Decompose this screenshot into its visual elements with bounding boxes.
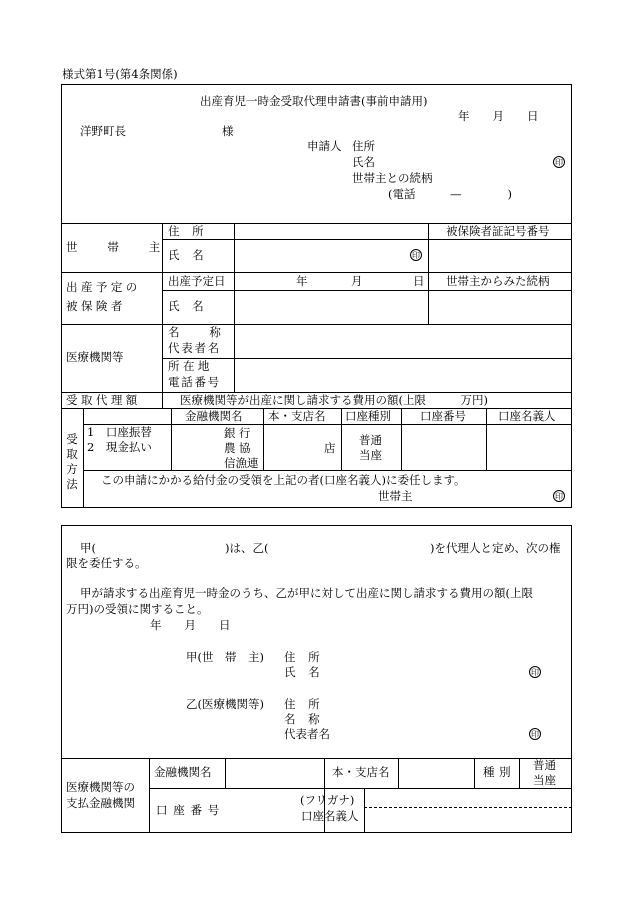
divider xyxy=(61,324,572,325)
option-transfer[interactable]: 1 口座振替 xyxy=(87,425,152,439)
applicant-relation-label: 世帯主との続柄 xyxy=(352,171,433,185)
party-a-name-label: 氏名 xyxy=(284,665,333,679)
due-month-label: 月 xyxy=(351,274,363,288)
facility-name-label: 名称 xyxy=(168,325,251,339)
delegation-text-line3: 甲が請求する出産育児一時金のうち、乙が甲に対して出産に関し請求する費用の額(上限 xyxy=(80,586,533,600)
payment-type-label: 種別 xyxy=(483,765,516,779)
col-branch: 本・支店名 xyxy=(268,409,326,423)
payment-label-line1: 医療機関等の xyxy=(66,780,135,794)
application-date[interactable]: 年 月 日 xyxy=(458,109,539,123)
household-address-label: 住所 xyxy=(168,224,217,238)
divider xyxy=(162,290,572,291)
delegation-form xyxy=(61,525,572,833)
proxy-amount-description[interactable]: 医療機関等が出産に関し請求する費用の額(上限 万円) xyxy=(180,393,488,407)
divider xyxy=(149,758,150,833)
party-b-label: 乙(医療機関等) xyxy=(186,697,264,711)
col-account-holder: 口座名義人 xyxy=(498,409,556,423)
applicant-seal-icon: 印 xyxy=(555,158,563,167)
divider xyxy=(171,408,172,470)
insured-name-label: 氏名 xyxy=(168,299,217,313)
bank-type-bank: 銀行 xyxy=(224,426,254,440)
location-label: 所在地 xyxy=(168,359,213,373)
household-label: 世帯主 xyxy=(66,240,191,254)
party-b-seal-icon: 印 xyxy=(531,730,539,739)
divider xyxy=(263,408,264,470)
delegation-text-line4: 万円)の受領に関すること。 xyxy=(66,602,209,616)
delegation-date[interactable]: 年 月 日 xyxy=(150,618,231,632)
facility-phone-label: 電話番号 xyxy=(168,375,221,389)
payment-furigana-label: (フリガナ) xyxy=(300,793,355,807)
bank-type-agri: 農協 xyxy=(224,441,254,455)
divider xyxy=(149,788,324,789)
form-number: 様式第1号(第4条関係) xyxy=(62,67,178,81)
divider xyxy=(364,807,572,808)
account-type-current[interactable]: 当座 xyxy=(359,448,382,462)
divider xyxy=(401,408,402,470)
due-date-label: 出産予定日 xyxy=(168,274,226,288)
applicant-label: 申請人 xyxy=(307,139,342,153)
signer-label: 世帯主 xyxy=(378,489,413,503)
due-day-label: 日 xyxy=(413,274,425,288)
delegation-text-line2: 限を委任する。 xyxy=(66,556,147,570)
delegation-text-c: )を代理人と定め、次の権 xyxy=(430,541,561,555)
divider xyxy=(83,470,572,471)
party-b-facility-label: 名称 xyxy=(284,712,333,726)
medical-label: 医療機関等 xyxy=(66,350,124,364)
payment-account-label: 口座番号 xyxy=(156,803,225,817)
proxy-amount-label: 受取代理額 xyxy=(66,393,141,407)
divider xyxy=(83,424,572,425)
col-account-number: 口座番号 xyxy=(420,409,466,423)
divider xyxy=(364,788,365,833)
divider xyxy=(61,758,572,759)
divider xyxy=(83,408,84,508)
addressee: 洋野町長 xyxy=(80,124,126,138)
relation-label: 世帯主からみた続柄 xyxy=(446,274,550,288)
representative-label: 代表者名 xyxy=(168,341,221,355)
due-year-label: 年 xyxy=(296,274,308,288)
insured-label-line1: 出産予定の xyxy=(66,280,141,294)
account-type-ordinary[interactable]: 普通 xyxy=(359,433,382,447)
applicant-address-label: 住所 xyxy=(352,139,375,153)
signer-seal-icon: 印 xyxy=(555,492,563,501)
divider xyxy=(341,408,342,470)
party-a-label: 甲(世 帯 主) xyxy=(186,650,264,664)
divider xyxy=(428,223,429,324)
party-a-seal-icon: 印 xyxy=(531,668,539,677)
divider xyxy=(474,758,475,788)
payment-type-ordinary[interactable]: 普通 xyxy=(533,758,556,772)
payment-branch-label: 本・支店名 xyxy=(332,765,390,779)
divider xyxy=(234,223,235,392)
divider xyxy=(162,358,572,359)
applicant-name-label: 氏名 xyxy=(352,155,375,169)
delegation-text-b: )は、乙( xyxy=(225,541,269,555)
delegation-text-a: 甲( xyxy=(80,541,96,555)
branch-suffix: 店 xyxy=(324,441,336,455)
insured-label-line2: 被保険者 xyxy=(66,299,126,313)
divider xyxy=(61,272,572,273)
insurance-number-label: 被保険者証記号番号 xyxy=(446,224,550,238)
col-bank: 金融機関名 xyxy=(185,409,243,423)
receipt-method-label: 受取方法 xyxy=(66,432,78,491)
payment-type-current[interactable]: 当座 xyxy=(533,773,556,787)
col-account-type: 口座種別 xyxy=(345,409,391,423)
delegation-statement: この申請にかかる給付金の受領を上記の者(口座名義人)に委任します。 xyxy=(101,473,466,487)
option-cash[interactable]: 2 現金払い xyxy=(87,440,152,454)
payment-holder-label: 口座名義人 xyxy=(301,809,359,823)
divider xyxy=(486,408,487,470)
party-b-representative-label: 代表者名 xyxy=(284,727,330,741)
divider xyxy=(225,758,226,788)
party-b-address-label: 住所 xyxy=(284,697,333,711)
household-seal-icon: 印 xyxy=(412,251,420,260)
form-title: 出産育児一時金受取代理申請書(事前申請用) xyxy=(200,94,428,108)
payment-bank-label: 金融機関名 xyxy=(154,765,212,779)
bank-type-fish: 信漁連 xyxy=(224,456,259,470)
household-name-label: 氏名 xyxy=(168,248,217,262)
addressee-honorific: 様 xyxy=(222,124,234,138)
divider xyxy=(324,788,572,789)
payment-label-line2: 支払金融機関 xyxy=(66,796,135,810)
divider xyxy=(398,758,399,788)
applicant-phone[interactable]: (電話 — ) xyxy=(388,187,512,201)
divider xyxy=(162,239,572,240)
party-a-address-label: 住所 xyxy=(284,650,333,664)
divider xyxy=(519,758,520,788)
